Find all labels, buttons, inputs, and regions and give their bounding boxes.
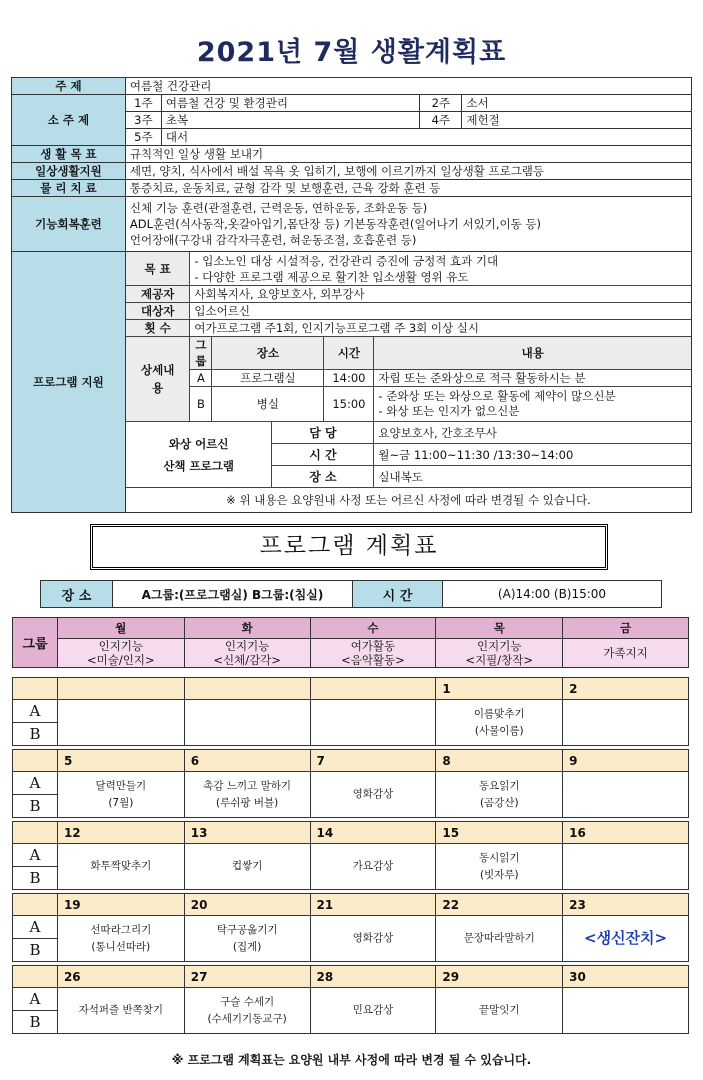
group-cell: A: [13, 844, 58, 867]
day-category-line: 여가활동: [350, 639, 396, 653]
count-label: 횟 수: [126, 320, 190, 337]
date-cell-blank: [13, 894, 58, 916]
activity-cell: [57, 700, 184, 746]
target-label: 대상자: [126, 303, 190, 320]
group-cell: B: [13, 867, 58, 890]
daily-value: 세면, 양치, 식사에서 배설 목욕 옷 입히기, 보행에 이르기까지 일상생활 프로그램등: [125, 163, 691, 180]
purpose-line: - 입소노인 대상 시설적응, 건강관리 증진에 긍정적 효과 기대: [194, 253, 499, 268]
detail-time: 14:00: [324, 370, 374, 387]
group-row: [13, 844, 689, 867]
time-label: 시 간: [353, 581, 443, 608]
date-cell: [310, 678, 436, 700]
activity-cell: [184, 772, 310, 818]
activity-cell: [436, 844, 563, 890]
group-cell: A: [13, 988, 58, 1011]
group-row: [13, 772, 689, 795]
day-tue: 화: [184, 618, 310, 639]
group-row: [13, 700, 689, 723]
place-value: A그룹:(프로그램실) B그룹:(침실): [113, 581, 353, 608]
footer-note: ※ 프로그램 계획표는 요양원 내부 사정에 따라 변경 될 수 있습니다.: [171, 1053, 532, 1067]
detail-time: 15:00: [324, 387, 374, 422]
week-label: 5주: [125, 129, 161, 146]
activity-cell: [57, 916, 184, 962]
activity-cell: [57, 988, 184, 1034]
rehab-value: [125, 197, 691, 252]
time-value: (A)14:00 (B)15:00: [443, 581, 662, 608]
date-cell: 26: [57, 966, 184, 988]
program-subtable: [126, 252, 691, 512]
activity-cell: [310, 772, 436, 818]
activity-name: 촉감 느끼고 말하기: [203, 779, 292, 792]
purpose-value: [190, 252, 691, 286]
walk-row-label: 시 간: [272, 444, 374, 466]
walk-label-line: 산책 프로그램: [163, 458, 234, 473]
date-cell: 16: [563, 822, 689, 844]
activity-name: 민요감상: [352, 1004, 394, 1016]
activity-name: 가요감상: [352, 860, 394, 872]
detail-header-group: 그룹: [190, 337, 212, 370]
group-cell: B: [13, 1011, 58, 1034]
activity-name: 달력만들기: [95, 779, 147, 792]
activity-detail: (통니선따라): [91, 940, 151, 953]
rehab-line: ADL훈련(식사동작,옷갈아입기,몸단장 등) 기본동작훈련(일어나기 서있기,이동 등): [129, 217, 541, 231]
date-cell: 20: [184, 894, 310, 916]
date-row: [13, 894, 689, 916]
detail-content: 자립 또는 준와상으로 적극 활동하시는 분: [374, 370, 691, 387]
physio-label: 물 리 치 료: [12, 180, 126, 197]
week-label: 2주: [420, 95, 462, 112]
date-cell: 13: [184, 822, 310, 844]
date-cell: 28: [310, 966, 436, 988]
rehab-line: 언어장애(구강내 감각자극훈련, 혀운동조절, 호흡훈련 등): [129, 233, 417, 247]
day-header-table: [12, 617, 689, 668]
activity-cell: [184, 916, 310, 962]
activity-detail: (루쉬팡 버블): [216, 796, 279, 809]
date-cell: 12: [57, 822, 184, 844]
day-category: [184, 639, 310, 668]
provider-value: 사회복지사, 요양보호사, 외부강사: [190, 286, 691, 303]
date-cell: 22: [436, 894, 563, 916]
day-category: [436, 639, 563, 668]
activity-cell: [563, 844, 689, 890]
group-row: [13, 988, 689, 1011]
rehab-line: 신체 기능 훈련(관절훈련, 근력운동, 연하운동, 조화운동 등): [129, 201, 428, 215]
week-label: 4주: [420, 112, 462, 129]
detail-place: 프로그램실: [212, 370, 324, 387]
group-cell: B: [13, 939, 58, 962]
date-cell: 23: [563, 894, 689, 916]
group-cell: B: [13, 795, 58, 818]
date-cell: 2: [563, 678, 689, 700]
activity-name: 선따라그리기: [90, 923, 152, 936]
day-category-line: <미술/인지>: [87, 653, 155, 667]
walk-row-value: 월~금 11:00~11:30 /13:30~14:00: [374, 444, 691, 466]
activity-cell: [57, 844, 184, 890]
day-category-line: <음악활동>: [341, 653, 405, 667]
theme-value: 여름철 건강관리: [125, 78, 691, 95]
activity-name: 화투짝맞추기: [90, 860, 152, 872]
activity-cell: [563, 988, 689, 1034]
detail-header-content: 내용: [374, 337, 691, 370]
activity-name: 동요읽기: [478, 779, 520, 792]
day-category-line: <신체/감각>: [213, 653, 281, 667]
date-cell: 6: [184, 750, 310, 772]
subtheme-label: 소 주 제: [12, 95, 126, 146]
group-cell: A: [13, 700, 58, 723]
activity-name: 끝말잇기: [478, 1004, 520, 1016]
detail-label: 상세내용: [126, 337, 190, 422]
day-category: [310, 639, 436, 668]
activity-detail: (곰강산): [479, 796, 519, 809]
day-thu: 목: [436, 618, 563, 639]
activity-cell: [310, 844, 436, 890]
day-fri: 금: [563, 618, 689, 639]
activity-cell: [310, 700, 436, 746]
goal-label: 생 활 목 표: [12, 146, 126, 163]
date-cell: 29: [436, 966, 563, 988]
walk-program-label: [126, 422, 272, 488]
activity-name: 동시읽기: [478, 851, 520, 864]
purpose-label: 목 표: [126, 252, 190, 286]
day-category: [57, 639, 184, 668]
walk-row-label: 담 당: [272, 422, 374, 444]
date-row: [13, 822, 689, 844]
activity-name: 문장따라말하기: [463, 932, 535, 944]
count-value: 여가프로그램 주1회, 인지기능프로그램 주 3회 이상 실시: [190, 320, 691, 337]
place-label: 장 소: [41, 581, 113, 608]
day-mon: 월: [57, 618, 184, 639]
date-row: [13, 678, 689, 700]
date-row: [13, 750, 689, 772]
activity-cell: [563, 700, 689, 746]
group-cell: A: [13, 772, 58, 795]
plan-title: 프로그램 계획표: [259, 533, 439, 559]
theme-label: 주 제: [12, 78, 126, 95]
activity-cell: [184, 988, 310, 1034]
detail-group: A: [190, 370, 212, 387]
week-label: 3주: [125, 112, 161, 129]
date-cell: 8: [436, 750, 563, 772]
date-cell: 14: [310, 822, 436, 844]
day-category-line: 가족지지: [603, 646, 648, 660]
date-cell-blank: [13, 750, 58, 772]
week-topic: 여름철 건강 및 환경관리: [161, 95, 420, 112]
detail-header-time: 시간: [324, 337, 374, 370]
day-wed: 수: [310, 618, 436, 639]
day-category: [563, 639, 689, 668]
activity-cell: [310, 916, 436, 962]
activity-cell: [436, 988, 563, 1034]
group-cell: B: [13, 723, 58, 746]
day-category-line: <지필/창작>: [465, 653, 534, 667]
walk-row-value: 실내복도: [374, 466, 691, 488]
activity-name: 구슬 수세기: [220, 995, 275, 1008]
calendar-table: [12, 677, 689, 1034]
date-cell: [184, 678, 310, 700]
daily-label: 일상생활지원: [12, 163, 126, 180]
date-cell: 5: [57, 750, 184, 772]
detail-content: - 준와상 또는 와상으로 활동에 제약이 많으신분 - 와상 또는 인지가 없으신분: [374, 387, 691, 422]
day-category-line: 인지기능: [477, 639, 522, 653]
physio-value: 통증치료, 운동치료, 균형 감각 및 보행훈련, 근육 강화 훈련 등: [125, 180, 691, 197]
week-topic: 대서: [161, 129, 691, 146]
detail-header-place: 장소: [212, 337, 324, 370]
activity-cell: [184, 700, 310, 746]
activity-cell: [436, 772, 563, 818]
target-value: 입소어르신: [190, 303, 691, 320]
program-label: 프로그램 지원: [12, 252, 126, 513]
activity-name: <생신잔치>: [584, 929, 668, 947]
activity-name: 자석퍼즐 반쪽찾기: [78, 1004, 164, 1016]
activity-name: 탁구공옮기기: [216, 923, 278, 936]
group-cell: A: [13, 916, 58, 939]
page-title: 2021년 7월 생활계획표: [196, 37, 507, 68]
date-cell: 21: [310, 894, 436, 916]
activity-detail: (빗자루): [479, 868, 519, 881]
walk-row-label: 장 소: [272, 466, 374, 488]
day-category-line: 인지기능: [98, 639, 144, 653]
date-cell: 30: [563, 966, 689, 988]
activity-cell: [57, 772, 184, 818]
place-bar: [40, 580, 662, 608]
activity-detail: (사물이름): [474, 724, 524, 737]
activity-detail: (수세기기동교구): [207, 1012, 287, 1025]
group-row: [13, 916, 689, 939]
activity-cell: [436, 916, 563, 962]
activity-name: 이름맞추기: [473, 707, 525, 720]
activity-detail: (집게): [232, 940, 262, 953]
date-cell: 19: [57, 894, 184, 916]
week-topic: 제헌절: [462, 112, 692, 129]
activity-cell: [563, 772, 689, 818]
date-cell: 7: [310, 750, 436, 772]
rehab-label: 기능회복훈련: [12, 197, 126, 252]
date-cell: 15: [436, 822, 563, 844]
activity-name: 컵쌓기: [231, 860, 263, 872]
info-table: [11, 77, 692, 513]
activity-cell: [184, 844, 310, 890]
activity-cell: [563, 916, 689, 962]
week-topic: 소서: [462, 95, 692, 112]
week-topic: 초복: [161, 112, 420, 129]
activity-name: 영화감상: [352, 788, 394, 800]
plan-title-box: [90, 524, 608, 570]
goal-value: 규칙적인 일상 생활 보내기: [125, 146, 691, 163]
program-detail: [125, 252, 691, 513]
provider-label: 제공자: [126, 286, 190, 303]
program-note: ※ 위 내용은 요양원내 사정 또는 어르신 사정에 따라 변경될 수 있습니다.: [126, 488, 691, 513]
activity-cell: [436, 700, 563, 746]
activity-name: 영화감상: [352, 932, 394, 944]
week-label: 1주: [125, 95, 161, 112]
date-cell-blank: [13, 966, 58, 988]
date-cell: 1: [436, 678, 563, 700]
day-category-line: 인지기능: [224, 639, 270, 653]
detail-place: 병실: [212, 387, 324, 422]
date-cell: 27: [184, 966, 310, 988]
walk-label-line: 와상 어르신: [168, 436, 229, 451]
group-label: 그룹: [13, 618, 58, 668]
activity-detail: (7월): [108, 796, 134, 809]
date-cell: 9: [563, 750, 689, 772]
date-cell: [57, 678, 184, 700]
date-cell-blank: [13, 822, 58, 844]
date-row: [13, 966, 689, 988]
purpose-line: - 다양한 프로그램 제공으로 활기찬 입소생활 영위 유도: [194, 269, 469, 284]
activity-cell: [310, 988, 436, 1034]
date-cell-blank: [13, 678, 58, 700]
walk-row-value: 요양보호사, 간호조무사: [374, 422, 691, 444]
detail-group: B: [190, 387, 212, 422]
